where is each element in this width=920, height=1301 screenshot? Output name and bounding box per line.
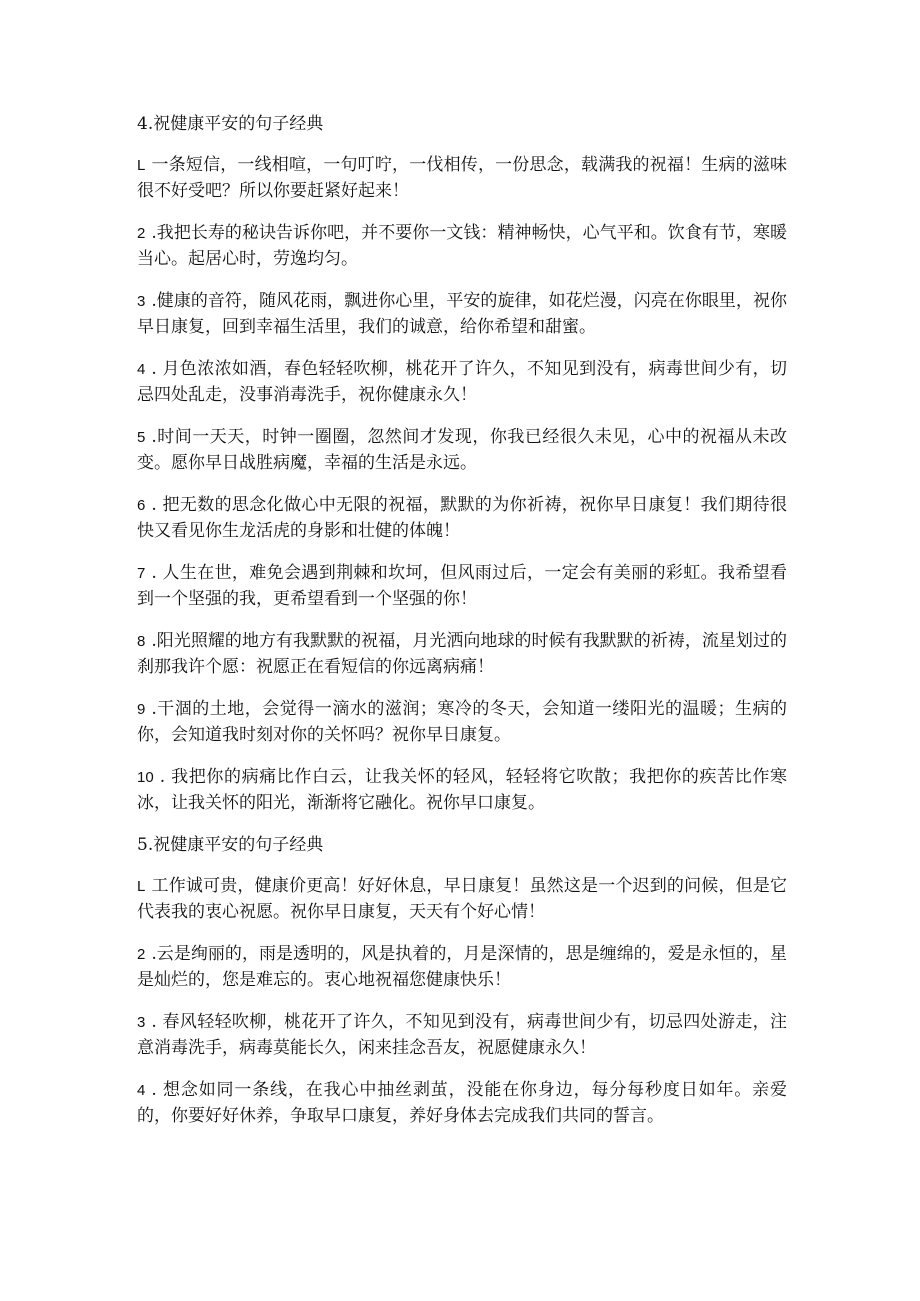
list-item — [137, 561, 787, 612]
item-text: . 想念如同一条线，在我心中抽丝剥茧，没能在你身边，每分每秒度日如年。亲爱的，你要好好休养，争取早口康复，养好身体去完成我们共同的誓言。 — [137, 1080, 787, 1126]
item-number: 8 — [137, 633, 146, 650]
item-number: 7 — [137, 565, 146, 582]
item-text: . 把无数的思念化做心中无限的祝福，默默的为你祈祷，祝你早日康复！我们期待很快又看见你生龙活虎的身影和壮健的体魄！ — [137, 495, 787, 541]
section-heading: 4.祝健康平安的句子经典 — [137, 114, 324, 134]
list-item — [137, 425, 787, 476]
item-text: .阳光照耀的地方有我默默的祝福，月光洒向地球的时候有我默默的祈祷，流星划过的刹那我许个愿：祝愿正在看短信的你远离病痛！ — [137, 631, 787, 677]
item-number: 2 — [137, 946, 146, 963]
list-item — [137, 629, 787, 680]
item-text: 工作诚可贵，健康价更高！好好休息，早日康复！虽然这是一个迟到的问候，但是它代表我的衷心祝愿。祝你早日康复，天天有个好心情！ — [137, 876, 787, 922]
item-text: . 人生在世，难免会遇到荆棘和坎坷，但风雨过后，一定会有美丽的彩虹。我希望看到一个坚强的我，更希望看到一个坚强的你！ — [137, 563, 787, 609]
list-item — [137, 1078, 787, 1129]
item-text: 一条短信，一线相喧，一句叮咛，一伐相传，一份思念，载满我的祝福！生病的滋味很不好受吧？所以你要赶紧好起来！ — [137, 155, 787, 201]
item-text: .干涸的土地，会觉得一滴水的滋润；寒冷的冬天，会知道一缕阳光的温暖；生病的你，会知道我时刻对你的关怀吗？祝你早日康复。 — [137, 699, 787, 745]
section-heading: 5.祝健康平安的句子经典 — [137, 835, 324, 855]
item-number: L — [137, 878, 146, 895]
item-text: . 春风轻轻吹柳，桃花开了许久，不知见到没有，病毒世间少有，切忌四处游走，注意消毒洗手，病毒莫能长久，闲来挂念吾友，祝愿健康永久！ — [137, 1012, 787, 1058]
item-number: 10 — [137, 769, 154, 786]
list-item — [137, 765, 787, 816]
list-item — [137, 697, 787, 748]
list-item — [137, 153, 787, 204]
item-text: .我把长寿的秘诀告诉你吧，并不要你一文钱：精神畅快，心气平和。饮食有节，寒暖当心。起居心时，劳逸均匀。 — [137, 223, 787, 269]
list-item — [137, 221, 787, 272]
item-text: .时间一天天，时钟一圈圈，忽然间才发现，你我已经很久未见，心中的祝福从未改变。愿你早日战胜病魔，幸福的生活是永远。 — [137, 427, 787, 473]
item-text: . 月色浓浓如酒，春色轻轻吹柳，桃花开了许久，不知见到没有，病毒世间少有，切忌四处乱走，没事消毒洗手，祝你健康永久！ — [137, 359, 787, 405]
list-item — [137, 357, 787, 408]
item-number: 4 — [137, 361, 146, 378]
document-body — [137, 112, 787, 1146]
item-number: 4 — [137, 1082, 146, 1099]
item-number: 9 — [137, 701, 146, 718]
item-number: 3 — [137, 293, 146, 310]
list-item — [137, 493, 787, 544]
item-number: 6 — [137, 497, 146, 514]
item-text: .云是绚丽的，雨是透明的，风是执着的，月是深情的，思是缠绵的，爱是永恒的，星是灿烂的，您是难忘的。衷心地祝福您健康快乐！ — [137, 944, 787, 990]
item-text: . 我把你的病痛比作白云，让我关怀的轻风，轻轻将它吹散；我把你的疾苦比作寒冰，让我关怀的阳光，渐渐将它融化。祝你早口康复。 — [137, 767, 787, 813]
item-number: 3 — [137, 1014, 146, 1031]
item-number: 2 — [137, 225, 146, 242]
list-item — [137, 942, 787, 993]
list-item — [137, 874, 787, 925]
item-number: L — [137, 157, 146, 174]
list-item — [137, 1010, 787, 1061]
item-number: 5 — [137, 429, 146, 446]
list-item — [137, 289, 787, 340]
item-text: .健康的音符，随风花雨，飘进你心里，平安的旋律，如花烂漫，闪亮在你眼里，祝你早日康复，回到幸福生活里，我们的诚意，给你希望和甜蜜。 — [137, 291, 787, 337]
